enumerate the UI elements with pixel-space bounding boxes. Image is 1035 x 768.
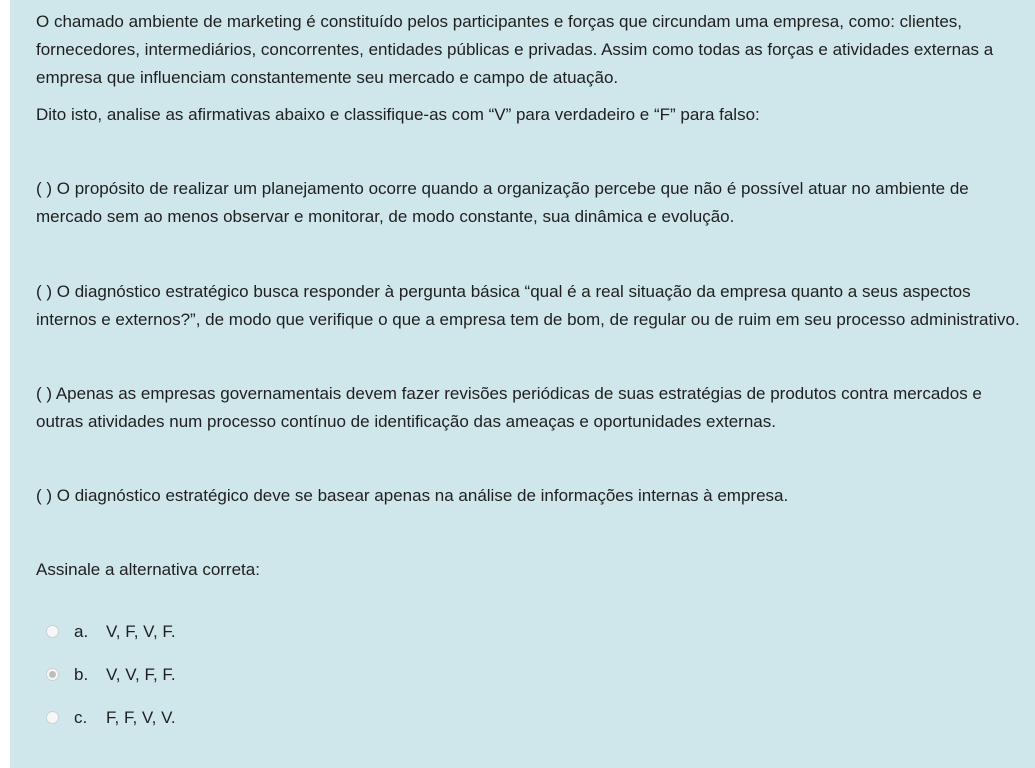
question-instruction: Dito isto, analise as afirmativas abaixo e classifique-as com “V” para verdadeiro e “F” para falso: (36, 105, 760, 124)
statement-3: ( ) Apenas as empresas governamentais devem fazer revisões periódicas de suas estratégias de produtos contra mercados e outras atividades num processo contínuo de identificação das ameaças e oportunidades externas. (36, 384, 982, 431)
option-a-text: V, F, V, F. (106, 622, 176, 641)
option-c-letter: c. (74, 708, 88, 727)
option-c[interactable] (36, 704, 1026, 747)
statement-1: ( ) O propósito de realizar um planejamento ocorre quando a organização percebe que não é possível atuar no ambiente de mercado sem ao menos observar e monitorar, de modo constante, sua dinâmica e evolução. (36, 179, 969, 226)
option-b-letter: b. (74, 665, 89, 684)
option-b-text: V, V, F, F. (106, 665, 176, 684)
option-b[interactable] (36, 661, 1026, 704)
radio-button-b[interactable] (46, 668, 59, 681)
question-intro: O chamado ambiente de marketing é constituído pelos participantes e forças que circundam uma empresa, como: clientes, fornecedores, intermediários, concorrentes, entidades públicas e privadas. Assim como todas as forças e atividades externas a empresa que influenciam constantemente seu mercado e campo de atuação. (36, 12, 994, 87)
statement-2: ( ) O diagnóstico estratégico busca responder à pergunta básica “qual é a real situação da empresa quanto a seus aspectos internos e externos?”, de modo que verifique o que a empresa tem de bom, de regular ou de ruim em seu processo administrativo. (36, 282, 1020, 329)
option-a[interactable] (36, 618, 1026, 661)
option-a-letter: a. (74, 622, 89, 641)
answer-prompt: Assinale a alternativa correta: (36, 560, 260, 579)
question-panel (10, 0, 1035, 768)
question-content (36, 8, 1026, 747)
radio-button-a[interactable] (46, 625, 59, 638)
radio-button-c[interactable] (46, 711, 59, 724)
answer-options (36, 618, 1026, 747)
option-c-text: F, F, V, V. (106, 708, 176, 727)
statement-4: ( ) O diagnóstico estratégico deve se basear apenas na análise de informações internas à empresa. (36, 486, 789, 505)
